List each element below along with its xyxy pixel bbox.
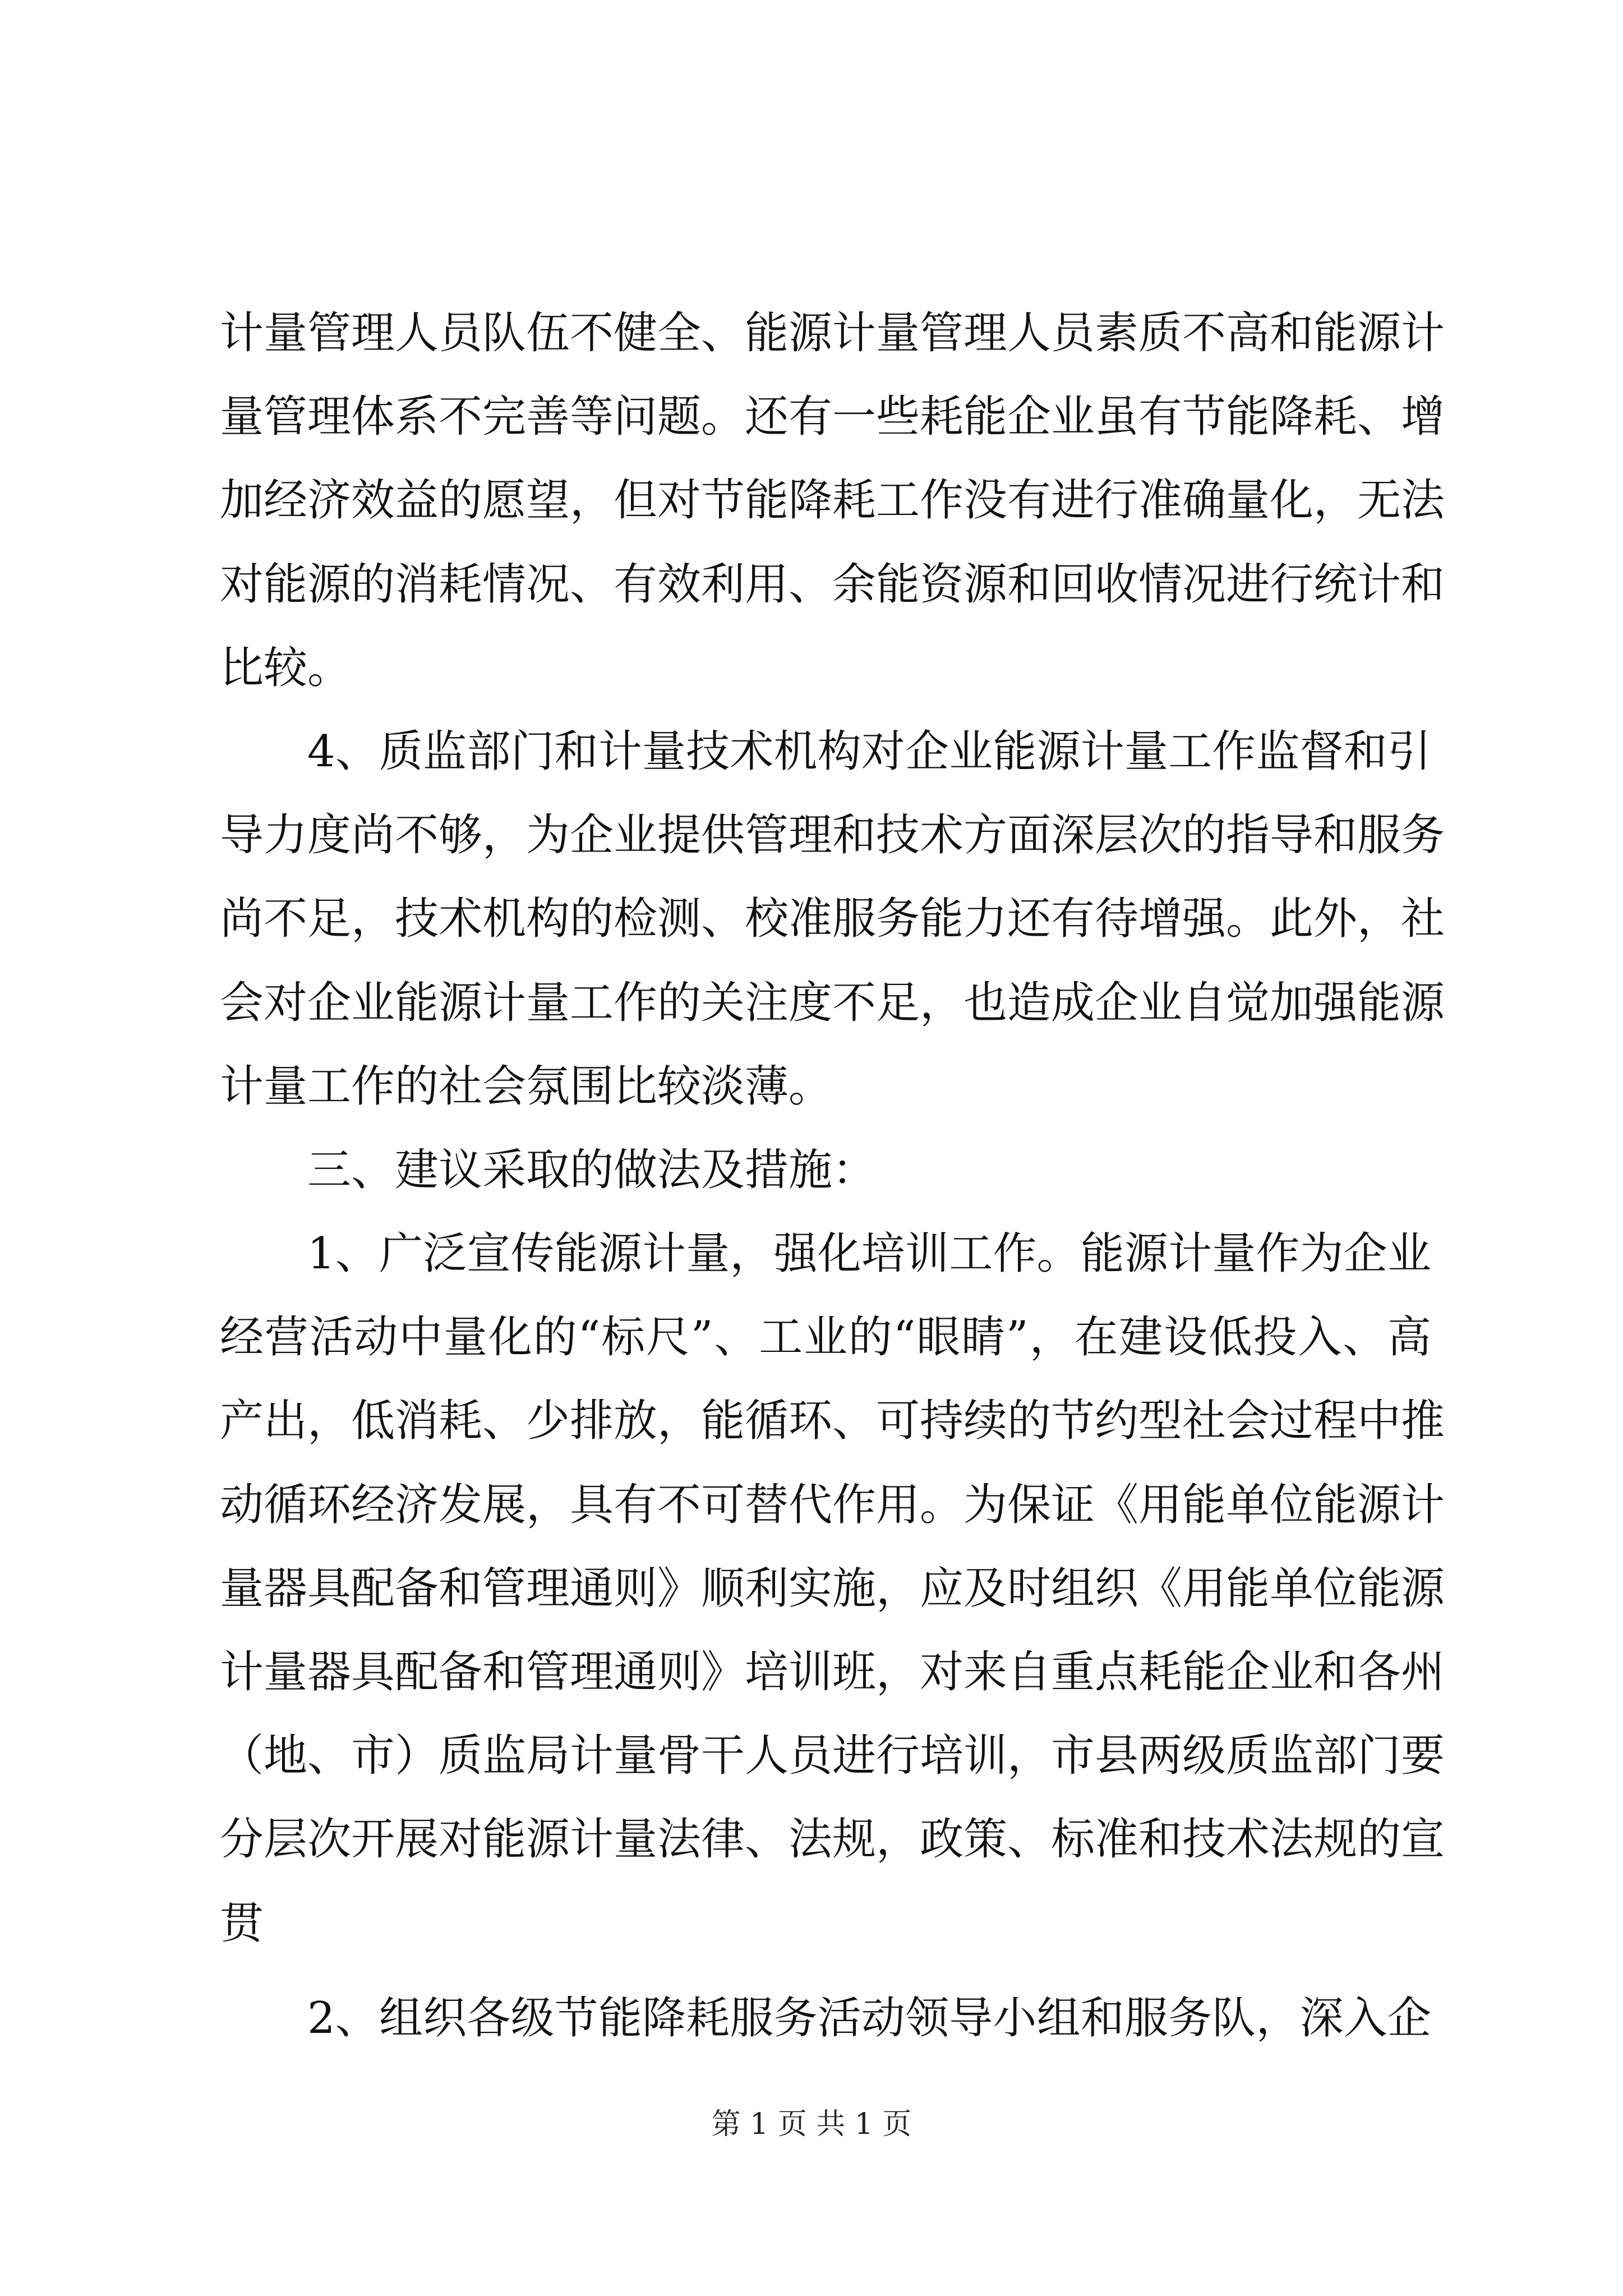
text-line: 尚不足，技术机构的检测、校准服务能力还有待增强。此外，社 xyxy=(220,894,1445,945)
paragraph xyxy=(220,1212,1445,1966)
paragraph xyxy=(220,1977,1431,2060)
page-number-footer: 第 1 页 共 1 页 xyxy=(711,2108,912,2141)
text-line: 计量器具配备和管理通则》培训班，对来自重点耗能企业和各州 xyxy=(220,1647,1445,1697)
paragraph-gap xyxy=(220,1966,1431,1977)
text-line: 贯 xyxy=(220,1898,264,1949)
text-line: 导力度尚不够，为企业提供管理和技术方面深层次的指导和服务 xyxy=(220,810,1445,861)
paragraph xyxy=(220,292,1445,710)
document-body xyxy=(220,292,1445,2060)
text-line: 计量管理人员队伍不健全、能源计量管理人员素质不高和能源计 xyxy=(220,308,1445,358)
text-line: 4、质监部门和计量技术机构对企业能源计量工作监督和引 xyxy=(307,726,1431,777)
text-line: 1、广泛宣传能源计量，强化培训工作。能源计量作为企业 xyxy=(307,1228,1431,1280)
section-heading xyxy=(220,1129,1431,1212)
text-line: 会对企业能源计量工作的关注度不足，也造成企业自觉加强能源 xyxy=(220,977,1445,1028)
text-line: 比较。 xyxy=(220,642,352,693)
text-line: 计量工作的社会氛围比较淡薄。 xyxy=(220,1061,833,1112)
text-line: 分层次开展对能源计量法律、法规，政策、标准和技术法规的宣 xyxy=(220,1814,1445,1865)
text-line: 三、建议采取的做法及措施： xyxy=(307,1144,877,1195)
text-line: 经营活动中量化的“标尺”、工业的“眼睛”，在建设低投入、高 xyxy=(220,1312,1431,1363)
text-line: 对能源的消耗情况、有效利用、余能资源和回收情况进行统计和 xyxy=(220,559,1445,610)
text-line: 动循环经济发展，具有不可替代作用。为保证《用能单位能源计 xyxy=(220,1479,1445,1530)
text-line: 量器具配备和管理通则》顺利实施，应及时组织《用能单位能源 xyxy=(220,1563,1445,1614)
paragraph xyxy=(220,710,1445,1129)
text-line: 量管理体系不完善等问题。还有一些耗能企业虽有节能降耗、增 xyxy=(220,392,1445,443)
text-line: 2、组织各级节能降耗服务活动领导小组和服务队，深入企 xyxy=(307,1993,1431,2044)
text-line: 加经济效益的愿望，但对节能降耗工作没有进行准确量化，无法 xyxy=(220,475,1445,526)
text-line: 产出，低消耗、少排放，能循环、可持续的节约型社会过程中推 xyxy=(220,1396,1445,1447)
text-line: （地、市）质监局计量骨干人员进行培训，市县两级质监部门要 xyxy=(220,1731,1445,1782)
